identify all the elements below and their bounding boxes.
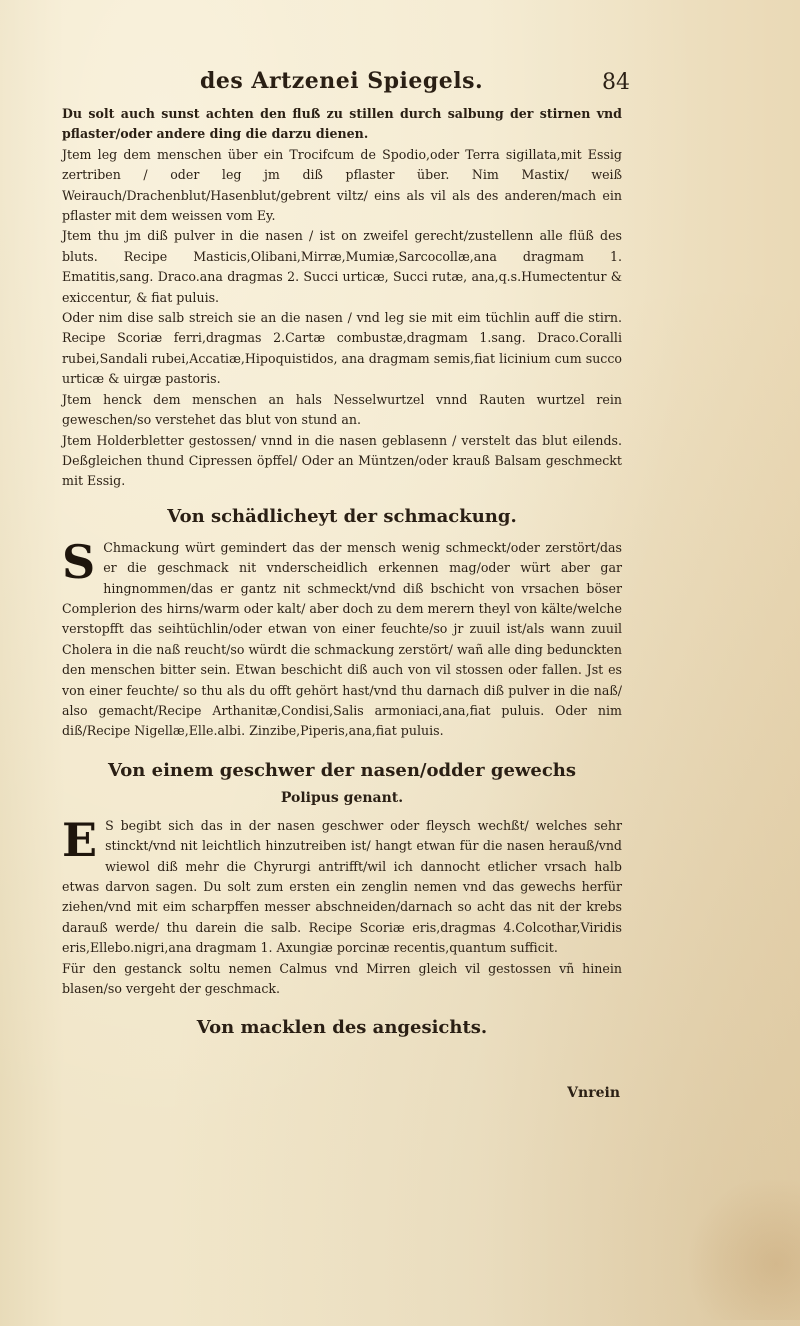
paragraph: Für den gestanck soltu nemen Calmus vnd Mirren gleich vil gestossen vñ hinein blasen/so vergeht der geschmack. bbox=[62, 960, 622, 997]
running-title: des Artzenei Spiegels. bbox=[200, 68, 484, 94]
page-body bbox=[62, 104, 622, 1049]
section-heading: Von macklen des angesichts. bbox=[196, 1017, 488, 1039]
drop-cap-initial: E bbox=[62, 812, 98, 867]
paragraph: Jtem henck dem menschen an hals Nesselwurtzel vnnd Rauten wurtzel rein geweschen/so verstehet das blut von stund an. bbox=[62, 391, 622, 428]
catchword: Vnrein bbox=[567, 1085, 620, 1101]
paragraph: Du solt auch sunst achten den fluß zu stillen durch salbung der stirnen vnd pflaster/oder andere ding die darzu dienen. bbox=[62, 106, 622, 142]
paragraph-with-initial bbox=[62, 534, 622, 742]
paragraph: Oder nim dise salb streich sie an die nasen / vnd leg sie mit eim tüchlin auff die stirn. Recipe Scoriæ ferri,dragmas 2.Cartæ combustæ,dragmam 1.sang. Draco.Coralli rubei,Sandali rubei,Accatiæ,Hipoquistidos, ana dragmam semis,fiat licinium cum succo urticæ & uirgæ pastoris. bbox=[62, 310, 622, 387]
paragraph-text: S begibt sich das in der nasen geschwer oder fleysch wechßt/ welches sehr stinckt/vnd nit leichtlich hinzutreiben ist/ hangt etwan für die nasen herauß/vnd wiewol diß mehr die Chyrurgi antrifft/wil ich dannocht etlicher vrsach halb etwas darvon sagen. Du solt zum ersten ein zenglin nemen vnd das gewechs herfür ziehen/vnd mit eim scharpffen messer abschneiden/darnach so acht das nit der krebs darauß werde/ thu darein die salb. Recipe Scoriæ eris,dragmas 4.Colcothar,Viridis eris,Ellebo.nigri,ana dragmam 1. Axungiæ porcinæ recentis,quantum sufficit. bbox=[62, 817, 622, 956]
page-header bbox=[200, 68, 630, 104]
drop-cap-initial: S bbox=[62, 534, 96, 589]
paragraph: Jtem Holderbletter gestossen/ vnnd in die nasen geblasenn / verstelt das blut eilends. Deßgleichen thund Cipressen öpffel/ Oder an Müntzen/oder krauß Balsam geschmeckt mit Essig. bbox=[62, 432, 622, 489]
section-subheading: Polipus genant. bbox=[280, 789, 404, 806]
paragraph: Jtem leg dem menschen über ein Trocifcum de Spodio,oder Terra sigillata,mit Essig zertriben / oder leg jm diß pflaster über. Nim Mastix/ weiß Weirauch/Drachenblut/Hasenblut/gebrent viltz/ eins als vil als des anderen/mach ein pflaster mit dem weissen vom Ey. bbox=[62, 146, 622, 224]
paragraph: Jtem thu jm diß pulver in die nasen / ist on zweifel gerecht/zustellenn alle flüß des bluts. Recipe Masticis,Olibani,Mirræ,Mumiæ,Sarcocollæ,ana dragmam 1. Ematitis,sang. Draco.ana dragmas 2. Succi urticæ, Succi rutæ, ana,q.s.Humectentur & exiccentur, & fiat puluis. bbox=[62, 228, 622, 305]
paper-stain bbox=[680, 1180, 800, 1320]
section-heading: Von schädlicheyt der schmackung. bbox=[167, 505, 517, 527]
paragraph-text: Chmackung würt gemindert das der mensch wenig schmeckt/oder zerstört/das er die geschmack nit vnderscheidlich erkennen mag/oder würt aber gar hingnommen/das er gantz nit schmeckt/vnd diß bschicht von vrsachen böser Complerion des hirns/warm oder kalt/ aber doch zu dem merern theyl von kälte/welche verstopfft das seihtüchlin/oder etwan von einer feuchte/so jr zuuil ist/als wann zuuil Cholera in die naß reucht/so würdt die schmackung zerstört/ wañ alle ding bedunckten den menschen bitter sein. Etwan beschicht diß auch von vil stossen oder fallen. Jst es von einer feuchte/ so thu als du offt gehört hast/vnd thu darnach diß pulver in die naß/ also gemacht/Recipe Arthanitæ,Condisi,Salis armoniaci,ana,fiat puluis. Oder nim diß/Recipe Nigellæ,Elle.albi. Zinzibe,Piperis,ana,fiat puluis. bbox=[62, 539, 622, 739]
folio-number: 84 bbox=[602, 70, 630, 95]
section-heading: Von einem geschwer der nasen/odder gewechs bbox=[107, 759, 577, 781]
paragraph-with-initial bbox=[62, 812, 622, 959]
